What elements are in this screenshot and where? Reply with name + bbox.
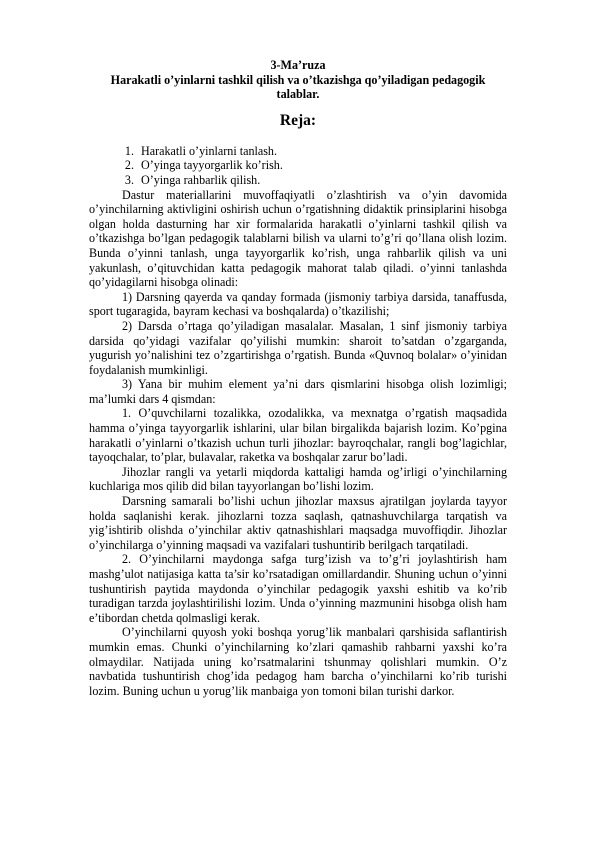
body-paragraph: O’yinchilarni quyosh yoki boshqa yorug’lik manbalari qarshisida saflantirish mumkin emas. Chunki o’yinchilarning ko’zlari qamashib rahbarni yaxshi ko’ra olmaydilar. Natijada uning ko’rsatmalarini tshunmay qolishlari mumkin. O’z navbatida tushuntirish chog’ida pedagog ham barcha o’yinchilarni ko’rib turishi lozim. Buning uchun u yorug’lik manbaiga yon tomoni bilan turishi darkor. bbox=[89, 625, 507, 698]
lecture-title: Harakatli o’yinlarni tashkil qilish va o’tkazishga qo’yiladigan pedagogik talablar. bbox=[110, 72, 486, 102]
body-paragraph: Dastur materiallarini muvoffaqiyatli o’zlashtirish va o’yin davomida o’yinchilarning aktivligini oshirish uchun o’rgatishning didaktik prinsiplarini hisobga olgan holda dasturning har xir formalarida harakatli o’yinlarni tashkil qilish va o’tkazishga bo’lgan pedagogik talablarni bilish va ularni to’g’ri qo’llana olish lozim. Bunda o’yinni tanlash, unga tayyorgarlik ko’rish, unga rahbarlik qilish va uni yakunlash, o’qituvchidan katta pedagogik mahorat talab qiladi. o’yinni tanlashda qo’yidagilarni hisobga olinadi: bbox=[89, 187, 507, 290]
body-paragraph: 3) Yana bir muhim element ya’ni dars qismlarini hisobga olish lozimligi; ma’lumki dars 4 qismdan: bbox=[89, 377, 507, 406]
plan-item: 2. O’yinga tayyorgarlik ko’rish. bbox=[137, 158, 507, 173]
plan-item: 3. O’yinga rahbarlik qilish. bbox=[137, 173, 507, 188]
plan-item: 1. Harakatli o’yinlarni tanlash. bbox=[137, 144, 507, 159]
plan-heading: Reja: bbox=[279, 111, 317, 129]
lecture-number: 3-Ma’ruza bbox=[270, 58, 326, 72]
document-page bbox=[89, 58, 507, 698]
plan-list bbox=[89, 144, 507, 188]
body-paragraph: Darsning samarali bo’lishi uchun jihozlar maxsus ajratilgan joylarda tayyor holda saqlanishi kerak. jihozlarni tozza saqlash, qatnashuvchilarga tarqatish va yig’ishtirib olishda o’yinchilar aktiv qatnashishlari maqsadga muvoffiqdir. Jihozlar o’yinchilarga o’yinning maqsadi va vazifalari tushuntirib berilgach tarqatiladi. bbox=[89, 494, 507, 552]
body-paragraph: 1) Darsning qayerda va qanday formada (jismoniy tarbiya darsida, tanaffusda, sport tugaragida, bayram kechasi va boshqalarda) o’tkazilishi; bbox=[89, 289, 507, 319]
body-paragraph: 1. O’quvchilarni tozalikka, ozodalikka, va mexnatga o’rgatish maqsadida hamma o’yinga tayyorgarlik ishlarini, ular bilan birgalikda bajarish lozim. Ko’pgina harakatli o’yinlarni o’tkazish uchun turli jihozlar: bayroqchalar, rangli bog’lagichlar, tayoqchalar, to’plar, bulavalar, raketka va boshqalar zarur bo’ladi. bbox=[89, 406, 507, 465]
body-paragraph: Jihozlar rangli va yetarli miqdorda kattaligi hamda og’irligi o’yinchilarning kuchlariga mos qilib did bilan tayyorlangan bo’lishi lozim. bbox=[89, 464, 507, 494]
body-paragraph: 2. O’yinchilarni maydonga safga turg’izish va to’g’ri joylashtirish ham mashg’ulot natijasiga katta ta’sir ko’rsatadigan omillardandir. Shuning uchun o’yinni tushuntirish paytida maydonda o’yinchilar pedagogik yaxshi eshitib va ko’rib turadigan tarzda joylashtirilishi lozim. Unda o’yinning mazmunini hisobga olish ham e’tibordan chetda qolmasligi kerak. bbox=[89, 552, 507, 625]
body-paragraph: 2) Darsda o’rtaga qo’yiladigan masalalar. Masalan, 1 sinf jismoniy tarbiya darsida qo’yidagi vazifalar qo’yilishi mumkin: sharoit to’satdan o’zgarganda, yugurish yo’nalishini tez o’zgartirishga o’rgatish. Bunda «Quvnoq bolalar» o’yinidan foydalanish mumkinligi. bbox=[89, 318, 507, 377]
